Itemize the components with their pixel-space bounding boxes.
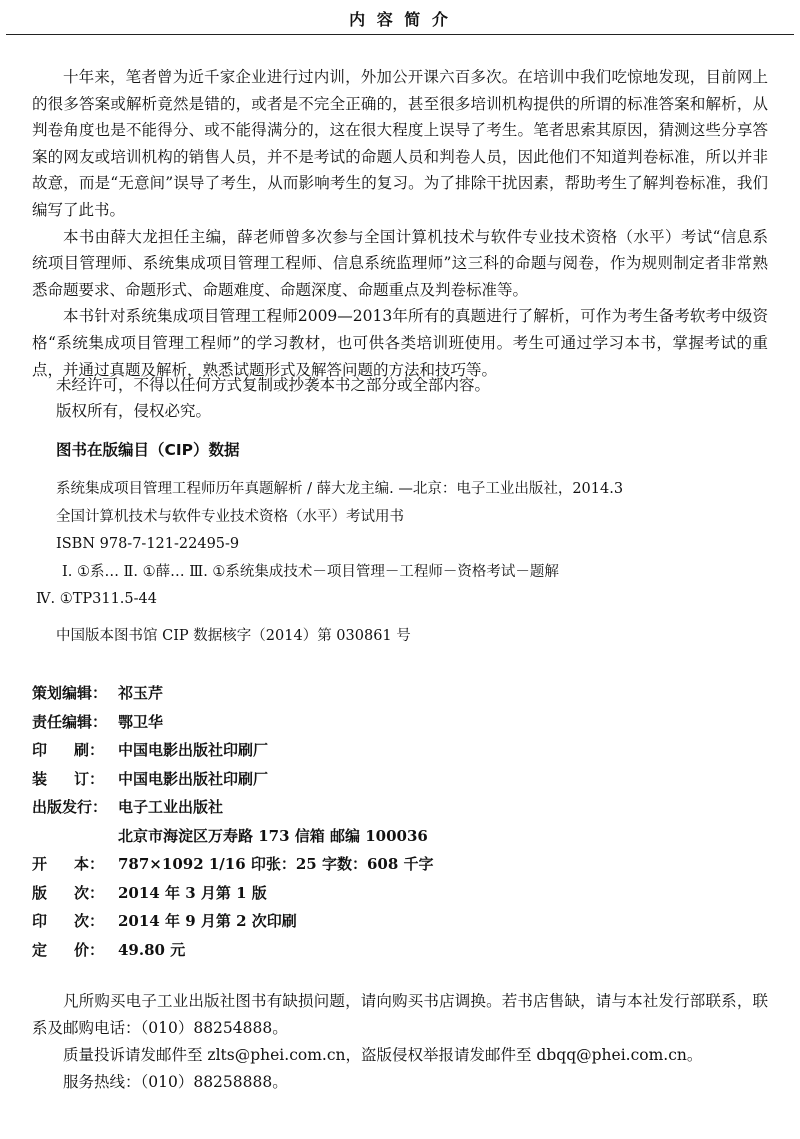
credit-label: 装 订： <box>32 769 104 788</box>
cip-heading: 图书在版编目（CIP）数据 <box>56 441 240 459</box>
credit-label: 印 次： <box>32 912 104 930</box>
credit-row <box>32 850 434 879</box>
credit-row <box>32 736 434 765</box>
credit-value: 49.80 元 <box>118 940 186 959</box>
credit-label <box>32 822 104 851</box>
intro-section <box>32 64 768 383</box>
notice-line-2: 版权所有，侵权必究。 <box>56 402 212 420</box>
credit-row <box>32 765 434 794</box>
publication-credits <box>32 679 434 964</box>
copyright-notice <box>56 372 490 424</box>
cip-line-record: 中国版本图书馆 CIP 数据核字（2014）第 030861 号 <box>56 627 411 644</box>
credit-label: 印 刷： <box>32 741 104 759</box>
credit-label: 定 价： <box>32 940 104 959</box>
credit-row <box>32 679 434 708</box>
credit-value: 鄂卫华 <box>118 712 164 731</box>
credit-row <box>32 936 434 965</box>
contact-footer <box>32 988 768 1096</box>
credit-value: 2014 年 3 月第 1 版 <box>118 883 267 902</box>
footer-return-policy: 凡所购买电子工业出版社图书有缺损问题，请向购买书店调换。若书店售缺，请与本社发行部联系，联系及邮购电话：（010）88254888。 <box>32 992 768 1037</box>
header-rule <box>6 34 794 35</box>
credit-row <box>32 708 434 737</box>
credit-row <box>32 907 434 936</box>
credit-row <box>32 793 434 822</box>
cip-line-subjects: Ⅰ. ①系… Ⅱ. ①薛… Ⅲ. ①系统集成技术－项目管理－工程师－资格考试－题解 <box>62 563 559 580</box>
intro-paragraph-2: 本书由薛大龙担任主编，薛老师曾多次参与全国计算机技术与软件专业技术资格（水平）考试“信息系统项目管理师、系统集成项目管理工程师、信息系统监理师”这三科的命题与阅卷，作为规则制定者非常熟悉命题要求、命题形式、命题难度、命题深度、命题重点及判卷标准等。 <box>32 227 768 299</box>
credit-label: 出版发行： <box>32 798 108 816</box>
cip-line-series: 全国计算机技术与软件专业技术资格（水平）考试用书 <box>56 508 404 525</box>
credit-value: 北京市海淀区万寿路 173 信箱 邮编 100036 <box>118 826 428 845</box>
cip-line-classification: Ⅳ. ①TP311.5-44 <box>36 591 157 607</box>
footer-complaint-email: 质量投诉请发邮件至 zlts@phei.com.cn，盗版侵权举报请发邮件至 dbqq@phei.com.cn。 <box>63 1046 703 1064</box>
credit-value: 祁玉芹 <box>118 684 164 702</box>
intro-paragraph-1: 十年来，笔者曾为近千家企业进行过内训，外加公开课六百多次。在培训中我们吃惊地发现，目前网上的很多答案或解析竟然是错的，或者是不完全正确的，甚至很多培训机构提供的所谓的标准答案和解析，从判卷角度也是不能得分、或不能得满分的，这在很大程度上误导了考生。笔者思索其原因，猜测这些分享答案的网友或培训机构的销售人员，并不是考试的命题人员和判卷人员，因此他们不知道判卷标准，所以并非故意，而是“无意间”误导了考生，从而影响考生的复习。为了排除干扰因素，帮助考生了解判卷标准，我们编写了此书。 <box>32 68 768 219</box>
cip-line-title: 系统集成项目管理工程师历年真题解析 / 薛大龙主编. —北京：电子工业出版社，2014.3 <box>56 481 624 497</box>
credit-label: 开 本： <box>32 855 104 873</box>
credit-label: 策划编辑： <box>32 684 108 702</box>
credit-row <box>32 879 434 908</box>
credit-value: 中国电影出版社印刷厂 <box>118 769 269 788</box>
credit-row <box>32 822 434 851</box>
credit-label: 责任编辑： <box>32 712 108 731</box>
page-title: 内 容 简 介 <box>349 10 451 29</box>
credit-value: 电子工业出版社 <box>118 798 224 816</box>
credit-value: 中国电影出版社印刷厂 <box>118 741 269 759</box>
credit-label: 版 次： <box>32 883 104 902</box>
credit-value: 787×1092 1/16 印张：25 字数：608 千字 <box>118 855 434 873</box>
intro-paragraph-3: 本书针对系统集成项目管理工程师2009—2013年所有的真题进行了解析，可作为考生备考软考中级资格“系统集成项目管理工程师”的学习教材，也可供各类培训班使用。考生可通过学习本书，掌握考试的重点，并通过真题及解析，熟悉试题形式及解答问题的方法和技巧等。 <box>32 307 768 379</box>
credit-value: 2014 年 9 月第 2 次印刷 <box>118 912 297 930</box>
notice-line-1: 未经许可，不得以任何方式复制或抄袭本书之部分或全部内容。 <box>56 376 491 394</box>
cip-line-isbn: ISBN 978-7-121-22495-9 <box>56 536 240 552</box>
footer-hotline: 服务热线：（010）88258888。 <box>63 1073 288 1091</box>
cip-data <box>36 476 624 650</box>
